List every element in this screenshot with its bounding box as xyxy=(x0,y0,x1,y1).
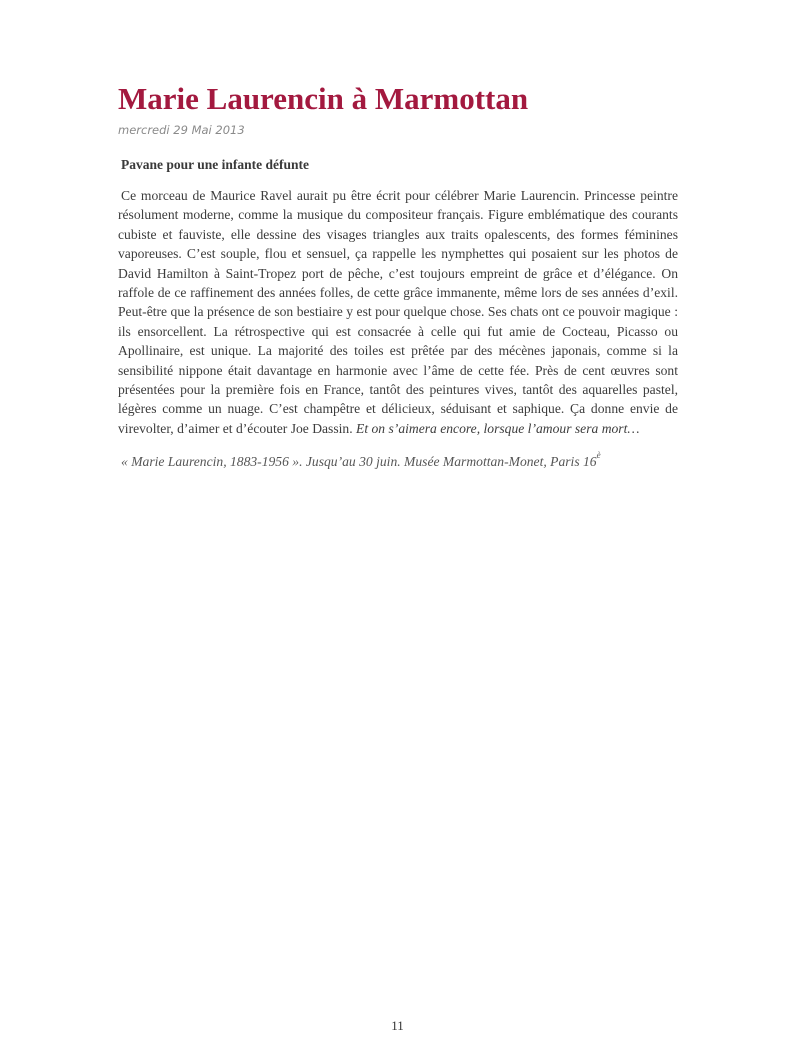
article-subtitle: Pavane pour une infante défunte xyxy=(121,157,310,172)
article-body-text: Ce morceau de Maurice Ravel aurait pu être écrit pour célébrer Marie Laurencin. Princesse peintre résolument moderne, comme la musique du compositeur français. Figure emblématique des courants cubiste et fauviste, elle dessine des visages triangles aux traits opalescents, des formes féminines vaporeuses. C’est souple, flou et sensuel, ça rappelle les nymphettes qui posaient sur les photos de David Hamilton à Saint-Tropez port de pêche, c’est toujours empreint de grâce et d’élégance. On raffole de ce raffinement des années folles, de cette grâce immanente, même lors de ses années d’exil. Peut-être que la présence de son bestiaire y est pour quelque chose. Ses chats ont ce pouvoir magique : ils ensorcellent. La rétrospective qui est consacrée à celle qui fut amie de Cocteau, Picasso ou Apollinaire, est unique. La majorité des toiles est prêtée par des mécènes japonais, comme si la sensibilité nippone était davantage en harmonie avec l’âme de cette fée. Près de cent œuvres sont présentées pour la première fois en France, tantôt des peintures vives, tantôt des aquarelles pastel, légères comme un nuage. C’est champêtre et délicieux, séduisant et saphique. Ça donne envie de virevolter, d’aimer et d’écouter Joe Dassin. xyxy=(118,188,678,436)
page-number: 11 xyxy=(391,1018,404,1033)
exhibition-credit-text: « Marie Laurencin, 1883-1956 ». Jusqu’au 30 juin. Musée Marmottan-Monet, Paris 16 xyxy=(121,453,597,469)
article xyxy=(118,80,678,472)
article-date: mercredi 29 Mai 2013 xyxy=(118,123,245,137)
exhibition-credit-superscript: è xyxy=(596,449,601,460)
exhibition-credit xyxy=(121,449,678,472)
article-body-italic: Et on s’aimera encore, lorsque l’amour sera mort… xyxy=(356,420,640,436)
article-title: Marie Laurencin à Marmottan xyxy=(118,81,529,116)
article-body xyxy=(118,186,678,438)
